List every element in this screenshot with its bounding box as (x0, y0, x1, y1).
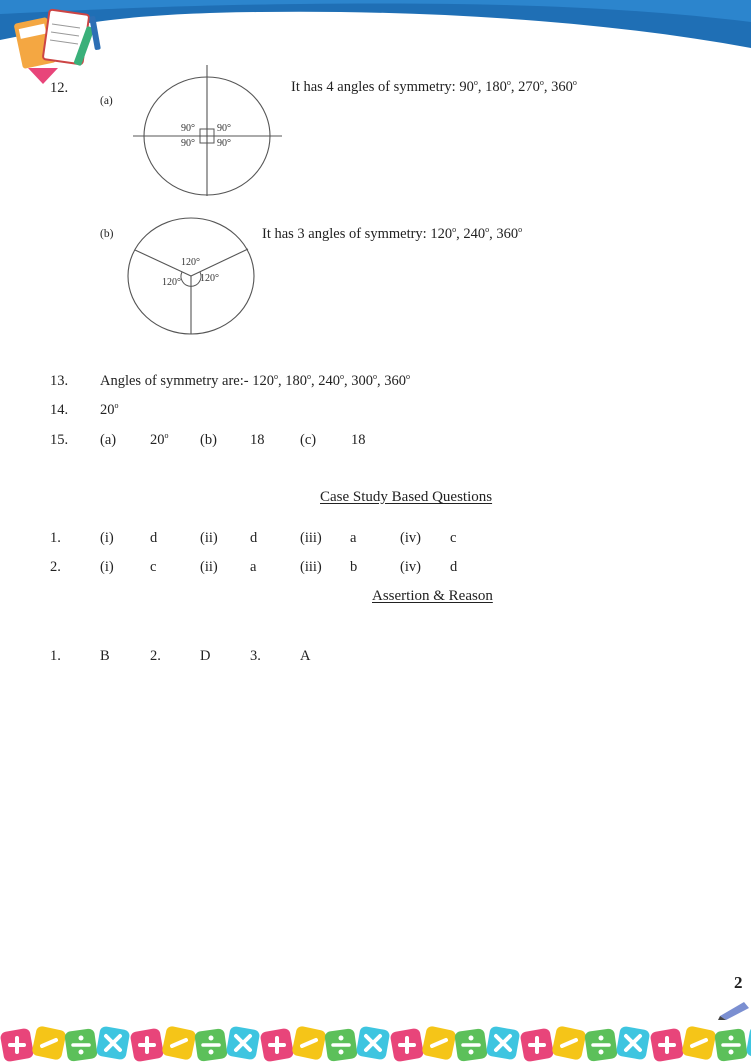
case-cell: d (450, 559, 458, 575)
case-cell: (i) (100, 530, 114, 546)
q12b-label: (b) (100, 228, 114, 240)
circle-four-quadrants-diagram (130, 62, 290, 202)
stationery-illustration-icon (8, 6, 108, 86)
diagram-label: 90° (181, 138, 195, 149)
q15-c-label: (c) (300, 432, 317, 448)
page-number: 2 (734, 973, 743, 992)
q12a-label: (a) (100, 95, 113, 107)
q12a-answer: It has 4 angles of symmetry: 90$^o$, 180$^o$, 270$^o$, 360$^o$ (291, 78, 577, 95)
q15-number: 15. (50, 432, 69, 448)
diagram-label: 120° (200, 273, 219, 284)
assertion-item: 2. (150, 648, 161, 664)
q13-number: 13. (50, 373, 69, 389)
q12b-answer: It has 3 angles of symmetry: 120$^o$, 240$^o$, 360$^o$ (262, 225, 523, 242)
diagram-label: 90° (217, 138, 231, 149)
case-cell: (iii) (300, 559, 322, 575)
case-cell: c (450, 530, 457, 546)
diagram-label: 120° (181, 257, 200, 268)
case-cell: (i) (100, 559, 114, 575)
assertion-item: 1. (50, 648, 61, 664)
assertion-heading: Assertion & Reason (372, 588, 493, 604)
q15-b-label: (b) (200, 432, 217, 448)
pencil-icon (716, 998, 751, 1022)
diagram-label: 90° (181, 123, 195, 134)
case-cell: (ii) (200, 530, 218, 546)
case-cell: d (150, 530, 158, 546)
q15-a-value: 20$^o$ (150, 431, 169, 448)
case-cell: c (150, 559, 157, 575)
case-cell: (iv) (400, 530, 421, 546)
case-study-heading: Case Study Based Questions (320, 489, 493, 505)
assertion-item: 3. (250, 648, 261, 664)
diagram-label: 120° (162, 277, 181, 288)
case-row-number: 1. (50, 530, 61, 546)
case-cell: b (350, 559, 358, 575)
q15-b-value: 18 (250, 432, 265, 448)
case-cell: (iv) (400, 559, 421, 575)
circle-three-sectors-diagram (120, 212, 260, 340)
q14-number: 14. (50, 402, 69, 418)
diagram-label: 90° (217, 123, 231, 134)
q14-answer: 20$^o$ (100, 401, 119, 418)
q15-c-value: 18 (351, 432, 366, 448)
header-wave (0, 0, 751, 60)
case-cell: (ii) (200, 559, 218, 575)
case-cell: a (350, 530, 357, 546)
case-row-number: 2. (50, 559, 61, 575)
q15-a-label: (a) (100, 432, 117, 448)
math-symbols-footer (0, 1022, 751, 1062)
assertion-item: D (200, 648, 211, 664)
case-cell: (iii) (300, 530, 322, 546)
q13-answer: Angles of symmetry are:- 120$^o$, 180$^o$, 240$^o$, 300$^o$, 360$^o$ (100, 372, 410, 389)
q12-number: 12. (50, 80, 69, 96)
assertion-item: B (100, 648, 110, 664)
case-cell: a (250, 559, 257, 575)
case-cell: d (250, 530, 258, 546)
assertion-item: A (300, 648, 311, 664)
